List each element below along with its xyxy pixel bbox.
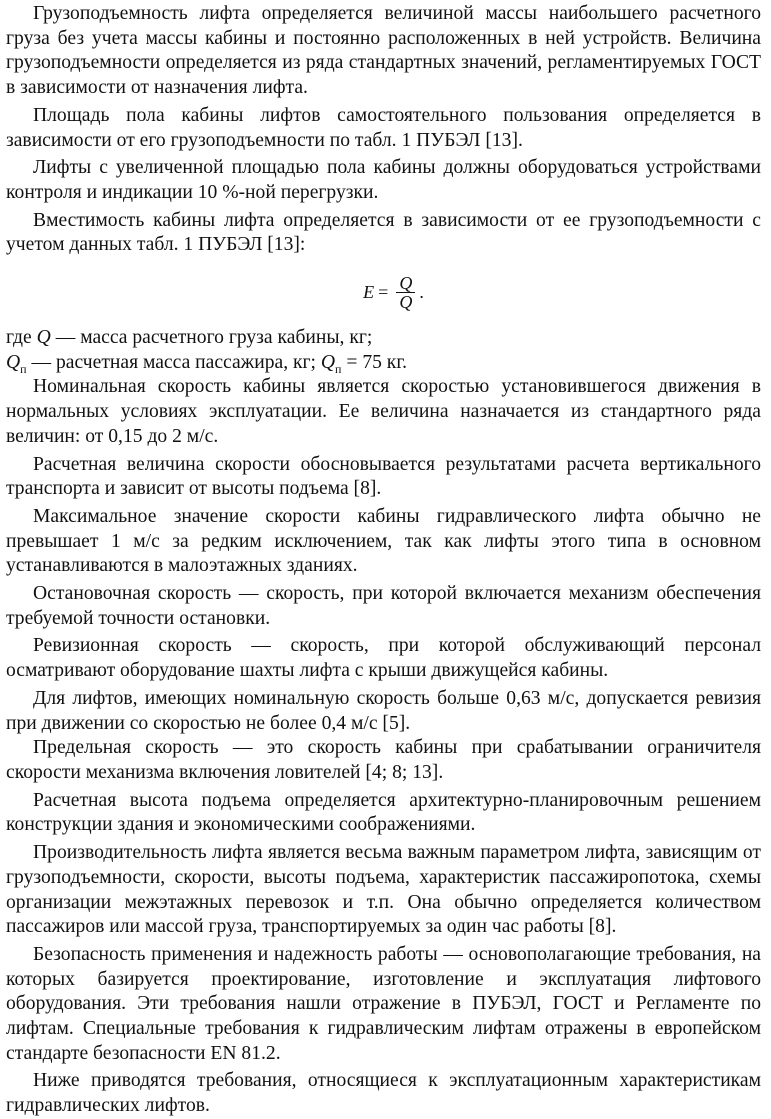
paragraph-design-speed: Расчетная величина скорости обосновывается результатами расчета вертикального транспорта и зависит от высоты подъема [8].: [6, 453, 761, 500]
where-qp-value: = 75 кг.: [341, 351, 408, 373]
paragraph-nominal-speed: Номинальная скорость кабины является скоростью установившегося движения в нормальных условиях эксплуатации. Ее величина назначается из стандартного ряда величин: от 0,15 до 2 м/с.: [6, 376, 761, 447]
formula-numerator: Q: [396, 274, 415, 293]
paragraph-floor-area: Площадь пола кабины лифтов самостоятельного пользования определяется в зависимости от его грузоподъемности по табл. 1 ПУБЭЛ [13].: [6, 104, 761, 151]
where-qp-text: — расчетная масса пассажира, кг;: [26, 351, 321, 373]
paragraph-limit-speed: Предельная скорость — это скорость кабины при срабатывании ограничителя скорости механизма включения ловителей [4; 8; 13].: [6, 737, 761, 783]
where-line-1: [6, 326, 761, 351]
symbol-q: Q: [36, 327, 51, 349]
paragraph-productivity: Производительность лифта является весьма важным параметром лифта, зависящим от грузоподъемности, скорости, высоты подъема, характеристик пассажиропотока, схемы организации межэтажных перевозок и т.п. Она обычно определяется количеством пассажиров или массой груза, транспортируемых за один час работы [8].: [6, 842, 761, 938]
where-prefix: где: [6, 327, 32, 349]
paragraph-lift-height: Расчетная высота подъема определяется архитектурно-планировочным решением конструкции здания и экономическими соображениями.: [6, 789, 761, 836]
paragraph-overload: Лифты с увеличенной площадью пола кабины должны оборудоваться устройствами контроля и индикации 10 %-ной перегрузки.: [6, 157, 761, 203]
paragraph-inspection-limit: Для лифтов, имеющих номинальную скорость больше 0,63 м/с, допускается ревизия при движении со скоростью не более 0,4 м/с [5].: [6, 687, 761, 734]
symbol-qp-2: Q: [320, 351, 336, 373]
paragraph-max-speed: Максимальное значение скорости кабины гидравлического лифта обычно не превышает 1 м/с за редким исключением, так как лифты этого типа в основном устанавливаются в малоэтажных зданиях.: [6, 505, 761, 577]
formula-period: .: [419, 281, 424, 302]
symbol-qp-sub: п: [20, 361, 27, 376]
paragraph-safety: Безопасность применения и надежность работы — основополагающие требования, на которых базируется проектирование, изготовление и эксплуатация лифтового оборудования. Эти требования нашли отражение в ПУБЭЛ, ГОСТ и Регламенте по лифтам. Специальные требования к гидравлическим лифтам отражены в европейском стандарте безопасности EN 81.2.: [6, 943, 761, 1064]
symbol-qp-2-sub: п: [335, 361, 342, 376]
formula-lhs: E: [363, 281, 375, 302]
where-line-2: [6, 351, 761, 376]
paragraph-requirements-intro: Ниже приводятся требования, относящиеся к эксплуатационным характеристикам гидравлических лифтов.: [6, 1070, 761, 1117]
formula-equals: =: [378, 281, 389, 302]
paragraph-inspection-speed: Ревизионная скорость — скорость, при которой обслуживающий персонал осматривают оборудование шахты лифта с крыши движущейся кабины.: [6, 635, 761, 682]
paragraph-stopping-speed: Остановочная скорость — скорость, при которой включается механизм обеспечения требуемой точности остановки.: [6, 583, 761, 629]
paragraph-capacity-persons: Вместимость кабины лифта определяется в зависимости от ее грузоподъемности с учетом данных табл. 1 ПУБЭЛ [13]:: [6, 209, 761, 256]
formula-denominator: Q: [399, 291, 413, 312]
formula-capacity: [6, 258, 761, 326]
paragraph-lift-capacity: Грузоподъемность лифта определяется величиной массы наибольшего расчетного груза без учета массы кабины и постоянно расположенных в ней устройств. Величина грузоподъемности определяется из ряда стандартных значений, регламентируемых ГОСТ в зависимости от назначения лифта.: [6, 3, 761, 99]
symbol-qp: Q: [6, 351, 21, 373]
where-q-text: — масса расчетного груза кабины, кг;: [50, 327, 373, 349]
formula-fraction: [396, 274, 415, 311]
